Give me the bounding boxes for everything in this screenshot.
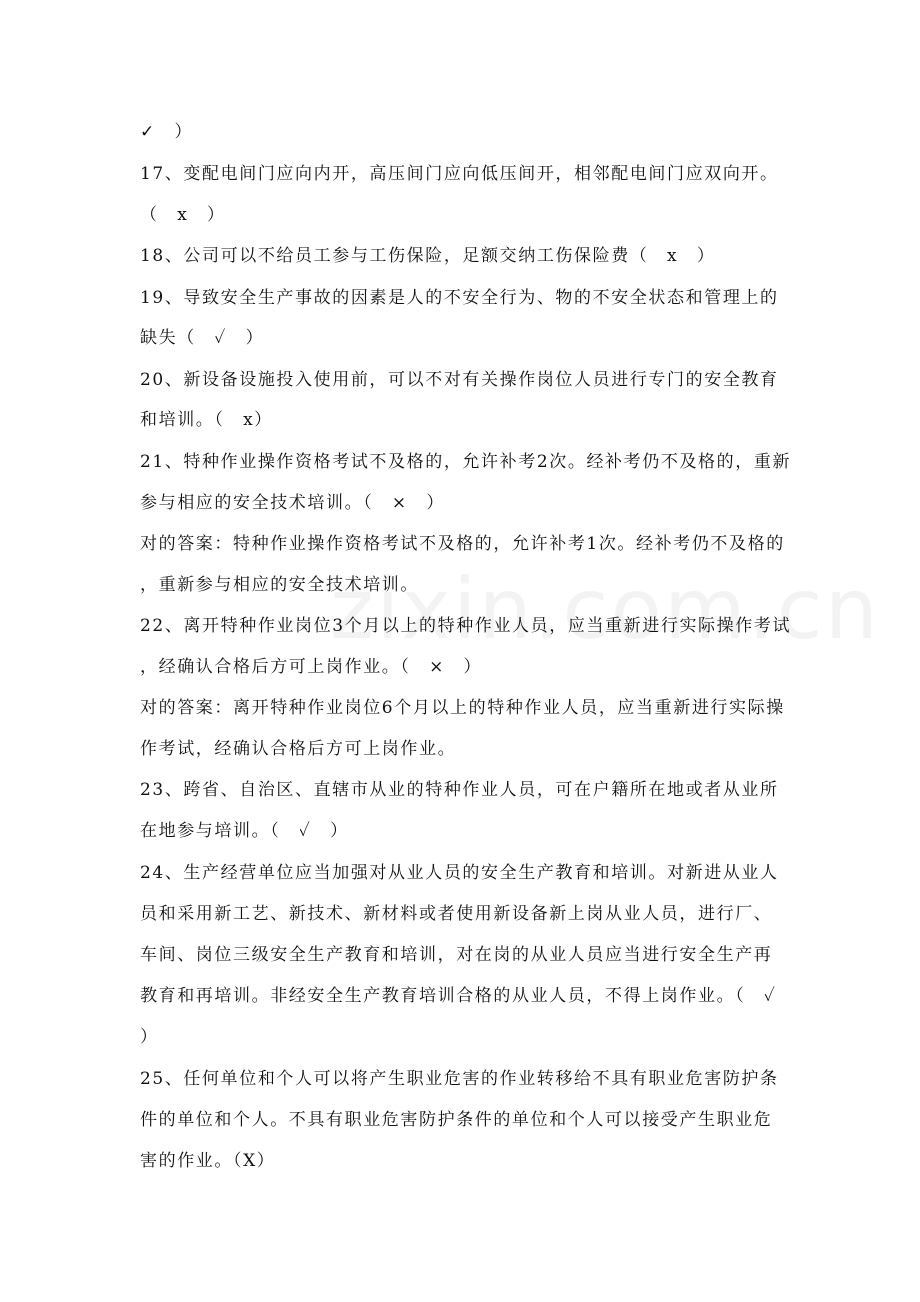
correct-answer-line: 作考试，经确认合格后方可上岗作业。: [140, 739, 457, 759]
question-line: 20、新设备设施投入使用前，可以不对有关操作岗位人员进行专门的安全教育: [140, 370, 779, 390]
question-line: 18、公司可以不给员工参与工伤保险，足额交纳工伤保险费（ x ）: [140, 246, 716, 266]
correct-answer-line: 对的答案：离开特种作业岗位6个月以上的特种作业人员，应当重新进行实际操: [140, 698, 785, 718]
answer-line: ）: [140, 1027, 159, 1047]
answer-line: ✓ ）: [140, 122, 194, 142]
question-line: 19、导致安全生产事故的因素是人的不安全行为、物的不安全状态和管理上的: [140, 288, 779, 308]
question-line: 21、特种作业操作资格考试不及格的，允许补考2次。经补考仍不及格的，重新: [140, 452, 792, 472]
question-line: 员和采用新工艺、新技术、新材料或者使用新设备新上岗从业人员，进行厂、: [140, 904, 773, 924]
answer-line: 参与相应的安全技术培训。（ × ）: [140, 493, 445, 513]
question-line: 教育和再培训。非经安全生产教育培训合格的从业人员，不得上岗作业。（ ✓: [140, 986, 777, 1006]
question-line: 17、变配电间门应向内开，高压间门应向低压间开，相邻配电间门应双向开。: [140, 164, 779, 184]
question-line: 25、任何单位和个人可以将产生职业危害的作业转移给不具有职业危害防护条: [140, 1069, 779, 1089]
question-line: 22、离开特种作业岗位3个月以上的特种作业人员，应当重新进行实际操作考试: [140, 616, 792, 636]
question-line: 24、生产经营单位应当加强对从业人员的安全生产教育和培训。对新进从业人: [140, 863, 779, 883]
answer-line: 害的作业。（X）: [140, 1151, 276, 1171]
answer-line: 在地参与培训。（ ✓ ）: [140, 821, 349, 841]
question-line: 23、跨省、自治区、直辖市从业的特种作业人员，可在户籍所在地或者从业所: [140, 780, 779, 800]
answer-line: 缺失（ ✓ ）: [140, 328, 265, 348]
answer-line: 和培训。（ x）: [140, 410, 273, 430]
question-line: 车间、岗位三级安全生产教育和培训，对在岗的从业人员应当进行安全生产再: [140, 945, 773, 965]
answer-line: ，经确认合格后方可上岗作业。（ × ）: [140, 657, 483, 677]
question-line: 件的单位和个人。不具有职业危害防护条件的单位和个人可以接受产生职业危: [140, 1110, 773, 1130]
correct-answer-line: 对的答案：特种作业操作资格考试不及格的，允许补考1次。经补考仍不及格的: [140, 534, 785, 554]
answer-line: （ x ）: [140, 205, 226, 225]
correct-answer-line: ，重新参与相应的安全技术培训。: [140, 575, 419, 595]
